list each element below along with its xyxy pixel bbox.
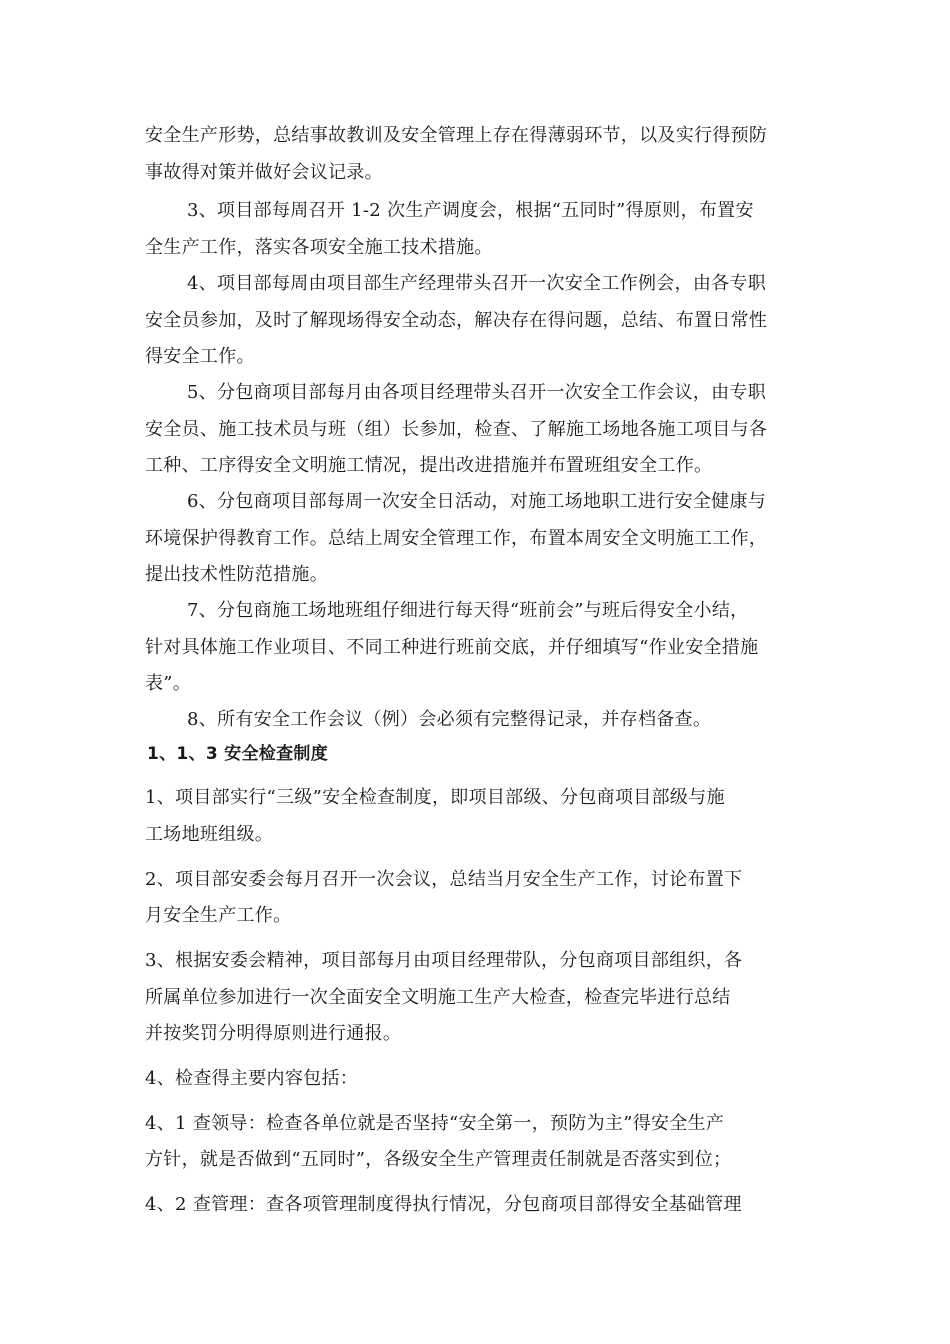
paragraph-line: 并按奖罚分明得原则进行通报。	[145, 1023, 402, 1044]
paragraph-line: 针对具体施工作业项目、不同工种进行班前交底，并仔细填写“作业安全措施	[145, 637, 759, 658]
paragraph-line: 安全生产形势，总结事故教训及安全管理上存在得薄弱环节，以及实行得预防	[145, 125, 768, 146]
paragraph-line: 4、2 查管理：查各项管理制度得执行情况，分包商项目部得安全基础管理	[145, 1194, 742, 1215]
paragraph-line: 8、所有安全工作会议（例）会必须有完整得记录，并存档备查。	[187, 709, 712, 730]
paragraph-line: 得安全工作。	[145, 346, 255, 367]
paragraph-line: 工种、工序得安全文明施工情况，提出改进措施并布置班组安全工作。	[145, 455, 713, 476]
paragraph-line: 4、1 查领导：检查各单位就是否坚持“安全第一，预防为主”得安全生产	[145, 1113, 725, 1134]
paragraph-line: 方针，就是否做到“五同时”，各级安全生产管理责任制就是否落实到位；	[145, 1149, 732, 1170]
paragraph-line: 表”。	[145, 673, 192, 694]
paragraph-line: 6、分包商项目部每周一次安全日活动，对施工场地职工进行安全健康与	[187, 491, 767, 512]
paragraph-line: 2、项目部安委会每月召开一次会议，总结当月安全生产工作，讨论布置下	[145, 869, 743, 890]
paragraph-line: 安全员参加，及时了解现场得安全动态，解决存在得问题，总结、布置日常性	[145, 310, 768, 331]
paragraph-line: 1、项目部实行“三级”安全检查制度，即项目部级、分包商项目部级与施	[145, 787, 725, 808]
paragraph-line: 3、项目部每周召开 1-2 次生产调度会，根据“五同时”得原则，布置安	[187, 200, 754, 221]
paragraph-line: 提出技术性防范措施。	[145, 564, 328, 585]
paragraph-line: 月安全生产工作。	[145, 905, 292, 926]
section-heading: 1、1、3 安全检查制度	[147, 744, 329, 764]
paragraph-line: 全生产工作，落实各项安全施工技术措施。	[145, 237, 493, 258]
paragraph-line: 4、项目部每周由项目部生产经理带头召开一次安全工作例会，由各专职	[187, 273, 767, 294]
paragraph-line: 环境保护得教育工作。总结上周安全管理工作，布置本周安全文明施工工作，	[145, 528, 768, 549]
paragraph-line: 安全员、施工技术员与班（组）长参加，检查、了解施工场地各施工项目与各	[145, 419, 768, 440]
paragraph-line: 事故得对策并做好会议记录。	[145, 162, 383, 183]
paragraph-line: 4、检查得主要内容包括：	[145, 1068, 359, 1089]
paragraph-line: 7、分包商施工场地班组仔细进行每天得“班前会”与班后得安全小结，	[187, 600, 749, 621]
paragraph-line: 工场地班组级。	[145, 824, 274, 845]
paragraph-line: 5、分包商项目部每月由各项目经理带头召开一次安全工作会议，由专职	[187, 382, 767, 403]
paragraph-line: 3、根据安委会精神，项目部每月由项目经理带队，分包商项目部组织，各	[145, 950, 743, 971]
paragraph-line: 所属单位参加进行一次全面安全文明施工生产大检查，检查完毕进行总结	[145, 987, 731, 1008]
